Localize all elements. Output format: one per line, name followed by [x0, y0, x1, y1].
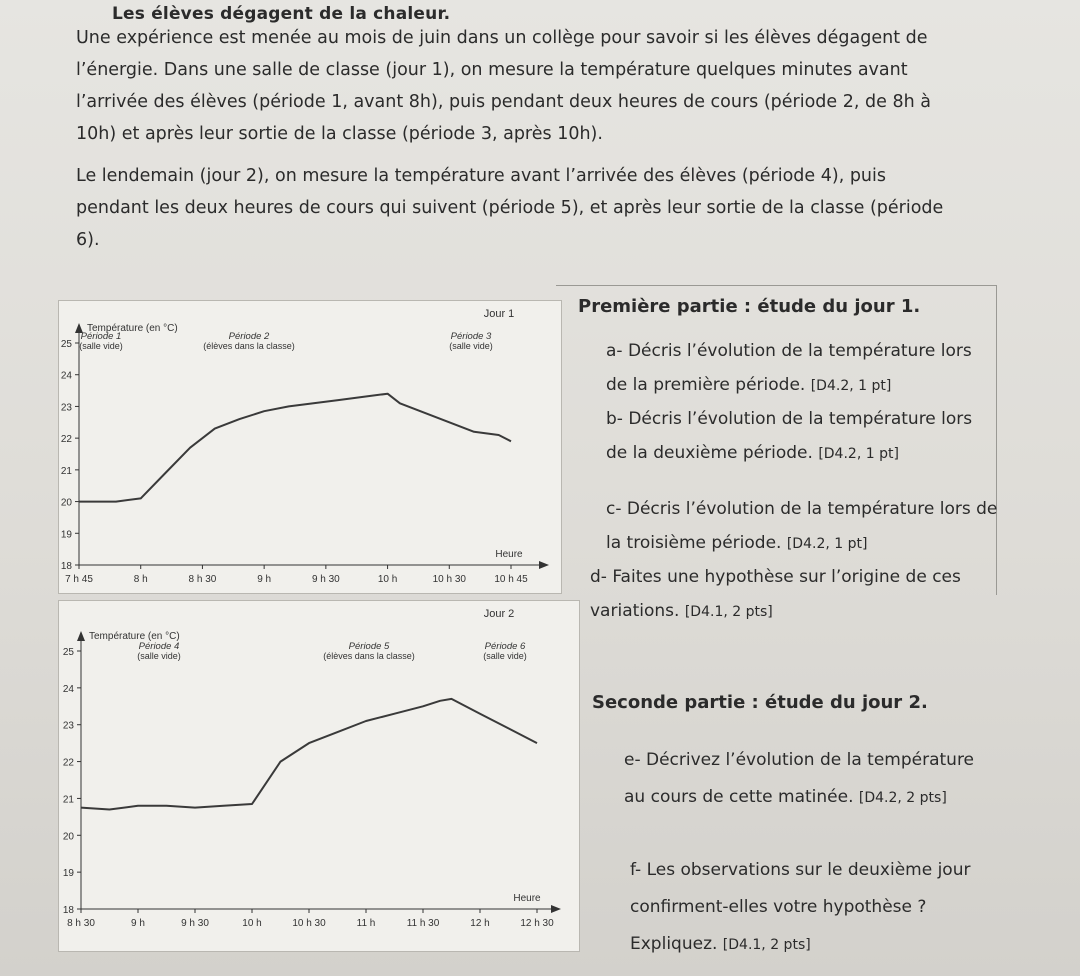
question-c-points: [D4.2, 1 pt]: [786, 536, 868, 552]
question-f: [630, 852, 1010, 964]
divider-line: [556, 285, 996, 286]
x-tick-label: 10 h: [377, 574, 398, 585]
question-a: [606, 334, 996, 403]
period-name: Période 4: [138, 641, 180, 652]
y-tick-label: 20: [62, 831, 74, 843]
question-e-text: e- Décrivez l’évolution de la température au cours de cette matinée.: [624, 750, 975, 807]
question-d: [590, 560, 1030, 629]
period-subtitle: (élèves dans la classe): [323, 651, 415, 661]
x-tick-label: 8 h: [133, 574, 148, 585]
question-c: [606, 492, 1006, 561]
y-tick-label: 24: [60, 370, 72, 382]
question-d-text: d- Faites une hypothèse sur l’origine de ces variations.: [590, 567, 961, 621]
intro-text-2: Le lendemain (jour 2), on mesure la température avant l’arrivée des élèves (période 4), puis pendant les deux heures de cours qui suivent (période 5), et après leur sortie de la classe (période 6).: [76, 166, 944, 250]
question-f-points: [D4.1, 2 pts]: [722, 937, 811, 953]
y-tick-label: 25: [60, 339, 72, 350]
x-tick-label: 8 h 30: [188, 574, 217, 585]
period-name: Période 6: [484, 641, 526, 652]
x-tick-label: 11 h 30: [406, 918, 440, 929]
question-a-text: a- Décris l’évolution de la température lors de la première période.: [606, 341, 972, 395]
x-tick-label: 10 h 30: [432, 574, 466, 585]
x-axis-label: Heure: [513, 893, 541, 904]
x-tick-label: 8 h 30: [67, 918, 95, 929]
y-tick-label: 20: [60, 497, 72, 509]
y-tick-label: 24: [62, 683, 74, 695]
x-axis-arrow: [551, 905, 561, 913]
period-subtitle: (élèves dans la classe): [203, 341, 295, 351]
question-d-points: [D4.1, 2 pts]: [684, 604, 773, 620]
x-tick-label: 10 h: [242, 918, 262, 929]
y-tick-label: 25: [62, 647, 74, 658]
x-tick-label: 10 h 45: [494, 574, 528, 585]
period-name: Période 2: [228, 331, 270, 342]
chart-day-2-svg: [59, 601, 579, 951]
y-tick-label: 21: [60, 465, 72, 477]
y-axis-arrow: [77, 631, 85, 641]
x-tick-label: 7 h 45: [65, 574, 93, 585]
question-f-text: f- Les observations sur le deuxième jour confirment-elles votre hypothèse ? Expliquez.: [630, 860, 971, 954]
period-subtitle: (salle vide): [79, 341, 123, 351]
y-tick-label: 21: [62, 794, 74, 806]
temperature-series-line: [79, 394, 511, 502]
x-tick-label: 12 h: [470, 918, 490, 929]
chart-title: Jour 2: [483, 608, 515, 620]
x-axis-label: Heure: [495, 549, 523, 560]
x-tick-label: 9 h: [131, 918, 145, 929]
period-name: Période 3: [450, 331, 492, 342]
period-name: Période 1: [80, 331, 122, 342]
x-tick-label: 12 h 30: [520, 918, 554, 929]
y-tick-label: 18: [60, 561, 72, 572]
x-tick-label: 10 h 30: [292, 918, 326, 929]
y-tick-label: 22: [60, 434, 72, 446]
intro-paragraph-2: [76, 160, 956, 256]
y-axis-label: Température (en °C): [89, 631, 180, 642]
y-tick-label: 22: [62, 757, 74, 769]
part-1-title: Première partie : étude du jour 1.: [578, 296, 921, 317]
question-b: [606, 402, 996, 471]
period-subtitle: (salle vide): [483, 651, 527, 661]
question-b-points: [D4.2, 1 pt]: [818, 446, 899, 462]
chart-day-1: [58, 300, 562, 594]
question-c-text: c- Décris l’évolution de la température lors de la troisième période.: [606, 499, 998, 553]
y-tick-label: 23: [60, 402, 72, 414]
period-subtitle: (salle vide): [137, 651, 181, 661]
temperature-series-line: [81, 699, 537, 810]
y-tick-label: 19: [62, 868, 74, 880]
x-tick-label: 9 h 30: [181, 918, 209, 929]
document-title: Les élèves dégagent de la chaleur.: [112, 4, 451, 24]
question-e-points: [D4.2, 2 pts]: [858, 790, 947, 806]
y-axis-label: Température (en °C): [87, 323, 178, 334]
x-axis-arrow: [539, 561, 549, 569]
intro-paragraph-1: [76, 22, 956, 150]
part-2-title: Seconde partie : étude du jour 2.: [592, 692, 928, 713]
y-tick-label: 18: [62, 905, 74, 916]
y-tick-label: 23: [62, 720, 74, 732]
chart-day-2: [58, 600, 580, 952]
period-subtitle: (salle vide): [449, 341, 493, 351]
x-tick-label: 9 h 30: [311, 574, 340, 585]
period-name: Période 5: [348, 641, 390, 652]
question-e: [624, 742, 994, 817]
x-tick-label: 11 h: [356, 918, 376, 929]
question-b-text: b- Décris l’évolution de la température lors de la deuxième période.: [606, 409, 973, 463]
chart-day-1-svg: [59, 301, 561, 593]
question-a-points: [D4.2, 1 pt]: [810, 378, 892, 394]
y-tick-label: 19: [60, 529, 72, 541]
intro-text-1: Une expérience est menée au mois de juin dans un collège pour savoir si les élèves dégagent de l’énergie. Dans une salle de classe (jour 1), on mesure la température quelques minutes avant l’arrivée des élèves (période 1, avant 8h), puis pendant deux heures de cours (période 2, de 8h à 10h) et après leur sortie de la classe (période 3, après 10h).: [76, 28, 931, 144]
chart-title: Jour 1: [483, 308, 515, 320]
x-tick-label: 9 h: [257, 574, 272, 585]
